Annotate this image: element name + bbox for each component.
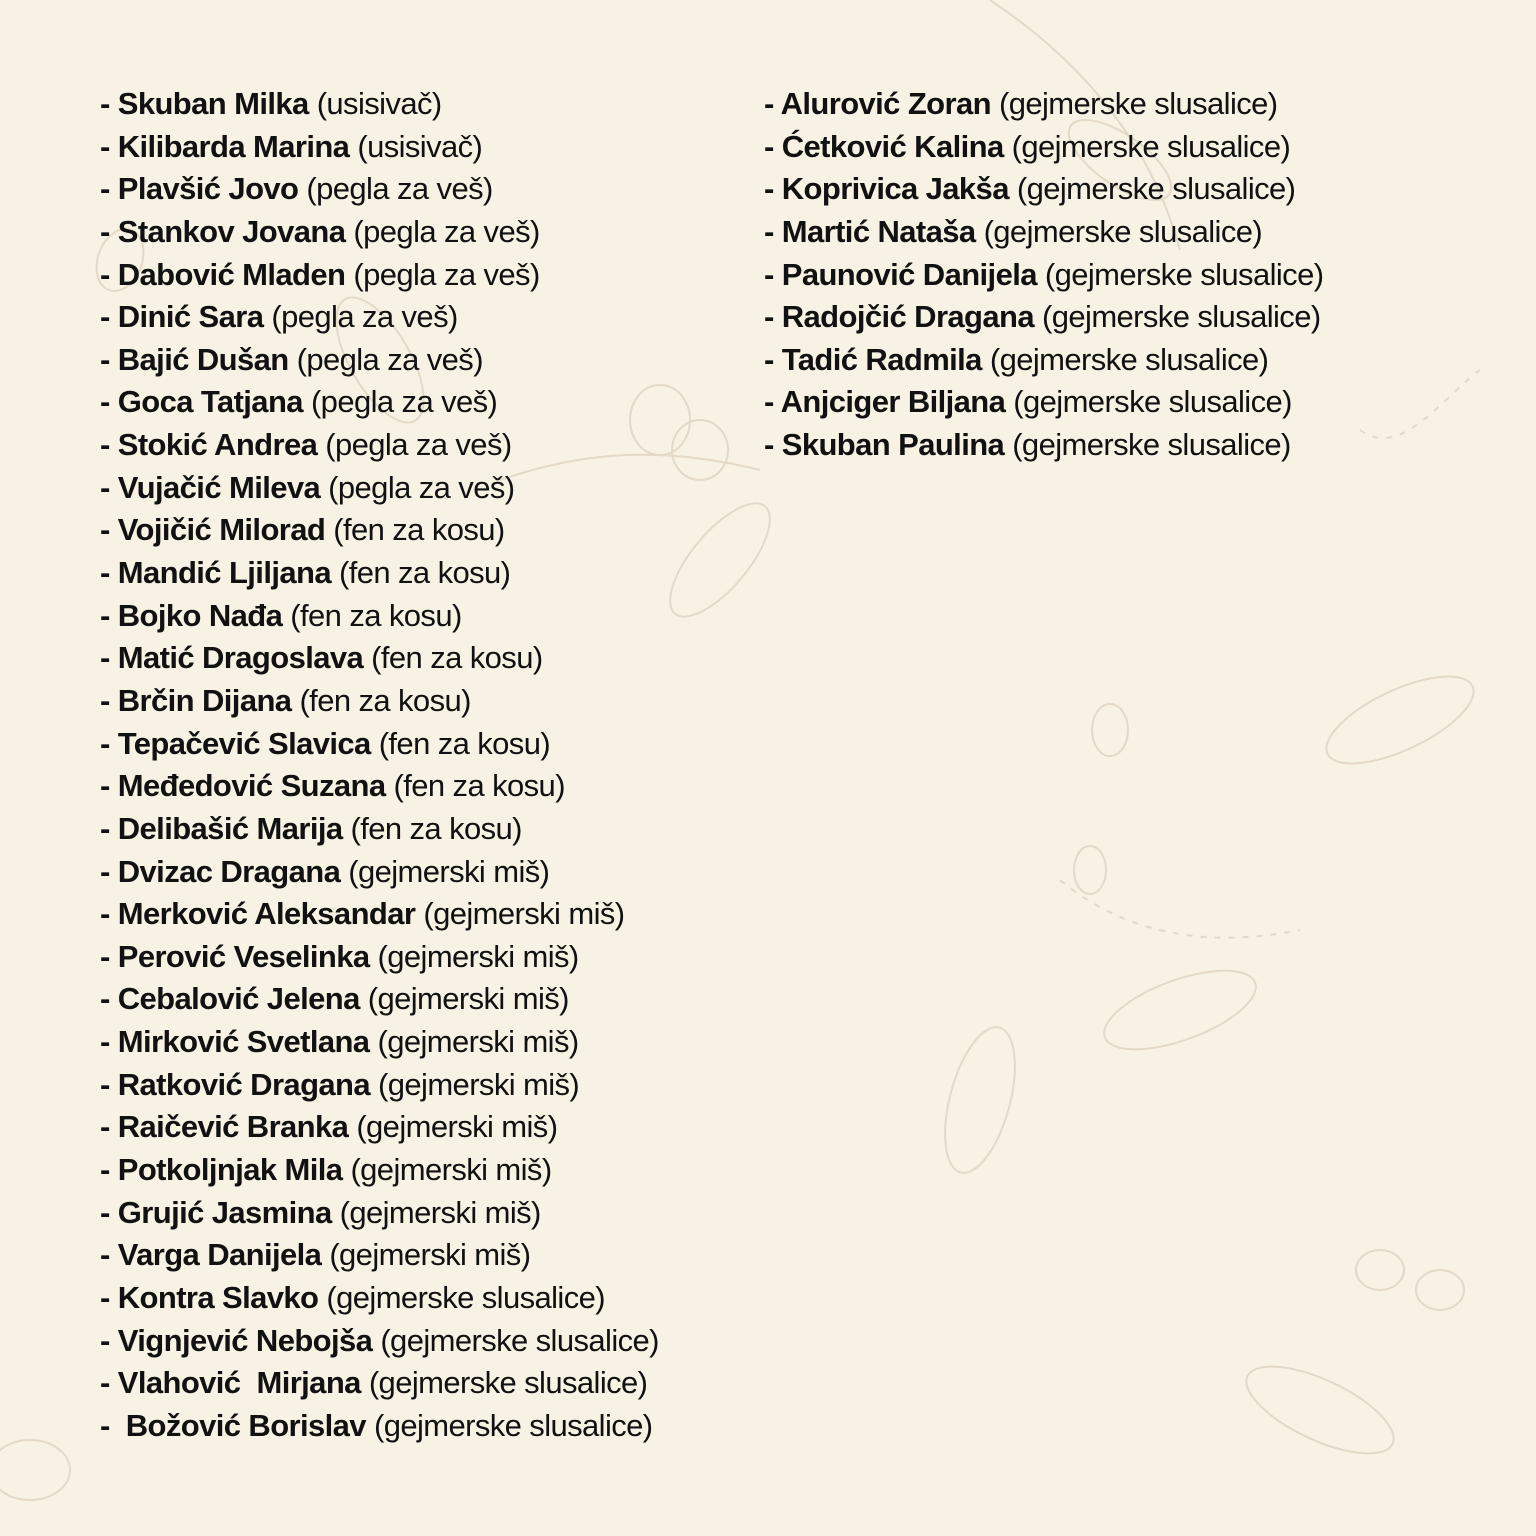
list-dash: - xyxy=(764,299,782,335)
winner-name: Merković Aleksandar xyxy=(117,896,416,932)
winner-name: Bojko Nađa xyxy=(117,597,283,633)
list-dash: - xyxy=(100,1279,118,1315)
winner-name: Bajić Dušan xyxy=(117,341,289,377)
list-dash: - xyxy=(100,1407,126,1443)
winner-entry xyxy=(764,254,1323,297)
prize-label: (pegla za veš) xyxy=(325,427,512,463)
winner-entry xyxy=(100,1192,659,1235)
prize-label: (pegla za veš) xyxy=(296,341,483,377)
winner-name: Tepačević Slavica xyxy=(117,725,371,761)
winner-name: Dabović Mladen xyxy=(117,256,346,292)
list-dash: - xyxy=(100,86,118,121)
prize-label: (gejmerske slusalice) xyxy=(1042,299,1321,335)
winner-name: Kilibarda Marina xyxy=(117,128,350,164)
prize-label: (fen za kosu) xyxy=(338,555,511,591)
winner-name: Radojčić Dragana xyxy=(781,299,1035,335)
prize-label: (pegla za veš) xyxy=(353,256,540,292)
list-dash: - xyxy=(764,427,782,463)
winner-entry xyxy=(100,637,659,680)
prize-label: (gejmerski miš) xyxy=(339,1194,541,1230)
prize-label: (fen za kosu) xyxy=(299,682,471,718)
prize-label: (gejmerski miš) xyxy=(377,1024,579,1060)
list-dash: - xyxy=(100,853,118,889)
prize-label: (gejmerski miš) xyxy=(348,853,550,889)
prize-label: (gejmerski miš) xyxy=(356,1109,558,1145)
list-dash: - xyxy=(100,469,118,505)
winner-entry xyxy=(100,296,659,339)
winner-entry xyxy=(100,467,659,510)
winner-name: Mirković Svetlana xyxy=(117,1024,370,1060)
list-dash: - xyxy=(100,1024,118,1060)
list-dash: - xyxy=(764,86,781,121)
winner-name: Vujačić Mileva xyxy=(117,469,321,505)
winner-entry xyxy=(764,211,1323,254)
list-dash: - xyxy=(100,1066,118,1102)
prize-label: (pegla za veš) xyxy=(271,299,458,335)
prize-label: (gejmerske slusalice) xyxy=(373,1407,653,1443)
winner-entry xyxy=(100,552,659,595)
winner-name: Vojičić Milorad xyxy=(117,512,326,548)
winner-name: Skuban Paulina xyxy=(781,427,1005,463)
winner-entry xyxy=(100,680,659,723)
winner-entry xyxy=(100,424,659,467)
prize-label: (pegla za veš) xyxy=(310,384,498,420)
list-dash: - xyxy=(100,384,118,420)
winner-entry xyxy=(764,83,1323,126)
prize-label: (fen za kosu) xyxy=(371,640,543,676)
prize-label: (fen za kosu) xyxy=(333,512,505,548)
winner-entry xyxy=(100,509,659,552)
prize-label: (gejmerske slusalice) xyxy=(380,1322,659,1358)
list-dash: - xyxy=(100,725,118,761)
winners-list-left xyxy=(100,83,659,1448)
winner-name: Stankov Jovana xyxy=(117,213,346,249)
winner-entry xyxy=(100,83,659,126)
list-dash: - xyxy=(100,427,118,463)
list-dash: - xyxy=(100,938,118,974)
winner-name: Koprivica Jakša xyxy=(781,171,1009,207)
winner-name: Ratković Dragana xyxy=(117,1066,371,1102)
prize-label: (usisivač) xyxy=(316,86,442,121)
winner-entry xyxy=(100,1362,659,1405)
list-dash: - xyxy=(100,1322,118,1358)
winner-name: Dvizac Dragana xyxy=(117,853,341,889)
winner-name: Potkoljnjak Mila xyxy=(117,1152,343,1188)
winner-entry xyxy=(764,296,1323,339)
winner-entry xyxy=(100,595,659,638)
winner-name: Vignjević Nebojša xyxy=(117,1322,373,1358)
winner-name: Cebalović Jelena xyxy=(117,981,360,1017)
winner-entry xyxy=(100,126,659,169)
list-dash: - xyxy=(100,512,118,548)
list-dash: - xyxy=(100,981,118,1017)
winner-name: Grujić Jasmina xyxy=(117,1194,332,1230)
list-dash: - xyxy=(100,1365,118,1401)
list-dash: - xyxy=(100,171,118,207)
winner-name: Božović Borislav xyxy=(125,1407,366,1443)
winner-name: Alurović Zoran xyxy=(780,86,991,121)
list-dash: - xyxy=(100,1109,118,1145)
list-dash: - xyxy=(764,384,781,420)
list-dash: - xyxy=(100,299,118,335)
winner-entry xyxy=(100,1277,659,1320)
prize-label: (gejmerske slusalice) xyxy=(1016,171,1296,207)
winner-name: Raičević Branka xyxy=(117,1109,349,1145)
winner-entry xyxy=(764,424,1323,467)
prize-label: (fen za kosu) xyxy=(350,810,522,846)
list-dash: - xyxy=(764,256,782,292)
winner-name: Delibašić Marija xyxy=(117,810,343,846)
prize-label: (pegla za veš) xyxy=(306,171,493,207)
prize-label: (gejmerski miš) xyxy=(367,981,569,1017)
prize-label: (gejmerske slusalice) xyxy=(1012,427,1291,463)
winner-entry xyxy=(764,126,1323,169)
winner-entry xyxy=(100,1149,659,1192)
winner-name: Varga Danijela xyxy=(117,1237,322,1273)
prize-label: (gejmerski miš) xyxy=(377,938,579,974)
prize-label: (gejmerski miš) xyxy=(350,1152,552,1188)
winner-name: Ćetković Kalina xyxy=(781,128,1004,164)
winner-entry xyxy=(100,1234,659,1277)
list-dash: - xyxy=(100,682,118,718)
list-dash: - xyxy=(100,555,118,591)
winner-entry xyxy=(100,723,659,766)
winner-name: Brčin Dijana xyxy=(117,682,292,718)
winner-entry xyxy=(100,211,659,254)
prize-label: (gejmerske slusalice) xyxy=(1044,256,1324,292)
winner-entry xyxy=(100,893,659,936)
winner-entry xyxy=(100,1405,659,1448)
prize-label: (gejmerske slusalice) xyxy=(1013,384,1292,420)
winner-name: Matić Dragoslava xyxy=(117,640,364,676)
winner-name: Međedović Suzana xyxy=(117,768,386,804)
prize-label: (gejmerske slusalice) xyxy=(989,341,1269,377)
winner-name: Anjciger Biljana xyxy=(780,384,1006,420)
list-dash: - xyxy=(100,1237,118,1273)
winner-name: Mandić Ljiljana xyxy=(117,555,331,591)
prize-label: (pegla za veš) xyxy=(353,213,540,249)
winner-name: Skuban Milka xyxy=(117,86,309,121)
list-dash: - xyxy=(100,810,118,846)
winner-name: Stokić Andrea xyxy=(117,427,318,463)
prize-label: (fen za kosu) xyxy=(393,768,565,804)
winner-entry xyxy=(100,765,659,808)
list-dash: - xyxy=(100,640,118,676)
winner-name: Dinić Sara xyxy=(117,299,264,335)
winner-name: Plavšić Jovo xyxy=(117,171,299,207)
list-dash: - xyxy=(764,171,782,207)
winners-list-right xyxy=(764,83,1323,467)
list-dash: - xyxy=(764,213,782,249)
prize-label: (gejmerski miš) xyxy=(329,1237,531,1273)
list-dash: - xyxy=(100,896,118,932)
winner-name: Paunović Danijela xyxy=(781,256,1037,292)
list-dash: - xyxy=(100,1152,118,1188)
prize-label: (fen za kosu) xyxy=(290,597,462,633)
winner-name: Perović Veselinka xyxy=(117,938,370,974)
list-dash: - xyxy=(100,768,118,804)
list-dash: - xyxy=(100,128,118,164)
prize-label: (gejmerski miš) xyxy=(423,896,625,932)
list-dash: - xyxy=(100,597,118,633)
list-dash: - xyxy=(100,213,118,249)
winner-entry xyxy=(100,1320,659,1363)
winner-entry xyxy=(100,808,659,851)
winner-entry xyxy=(764,381,1323,424)
list-dash: - xyxy=(100,256,118,292)
winner-entry xyxy=(100,936,659,979)
winner-entry xyxy=(100,851,659,894)
prize-label: (gejmerske slusalice) xyxy=(368,1365,648,1401)
winner-entry xyxy=(100,1064,659,1107)
winner-entry xyxy=(100,978,659,1021)
list-dash: - xyxy=(764,341,782,377)
winner-entry xyxy=(100,339,659,382)
winner-name: Vlahović Mirjana xyxy=(117,1365,361,1401)
winner-entry xyxy=(764,168,1323,211)
prize-label: (gejmerske slusalice) xyxy=(998,86,1278,121)
winner-name: Goca Tatjana xyxy=(117,384,303,420)
list-dash: - xyxy=(764,128,782,164)
list-dash: - xyxy=(100,341,118,377)
list-dash: - xyxy=(100,1194,118,1230)
winner-entry xyxy=(100,381,659,424)
winner-entry xyxy=(764,339,1323,382)
prize-label: (gejmerske slusalice) xyxy=(1011,128,1291,164)
winner-entry xyxy=(100,168,659,211)
winner-name: Martić Nataša xyxy=(781,213,976,249)
winner-entry xyxy=(100,1106,659,1149)
prize-label: (fen za kosu) xyxy=(378,725,551,761)
winner-entry xyxy=(100,254,659,297)
winner-entry xyxy=(100,1021,659,1064)
winner-name: Kontra Slavko xyxy=(117,1279,319,1315)
prize-label: (pegla za veš) xyxy=(328,469,515,505)
winner-name: Tadić Radmila xyxy=(781,341,982,377)
prize-label: (gejmerske slusalice) xyxy=(983,213,1263,249)
prize-label: (gejmerske slusalice) xyxy=(326,1279,605,1315)
prize-label: (usisivač) xyxy=(357,128,483,164)
prize-label: (gejmerski miš) xyxy=(378,1066,580,1102)
